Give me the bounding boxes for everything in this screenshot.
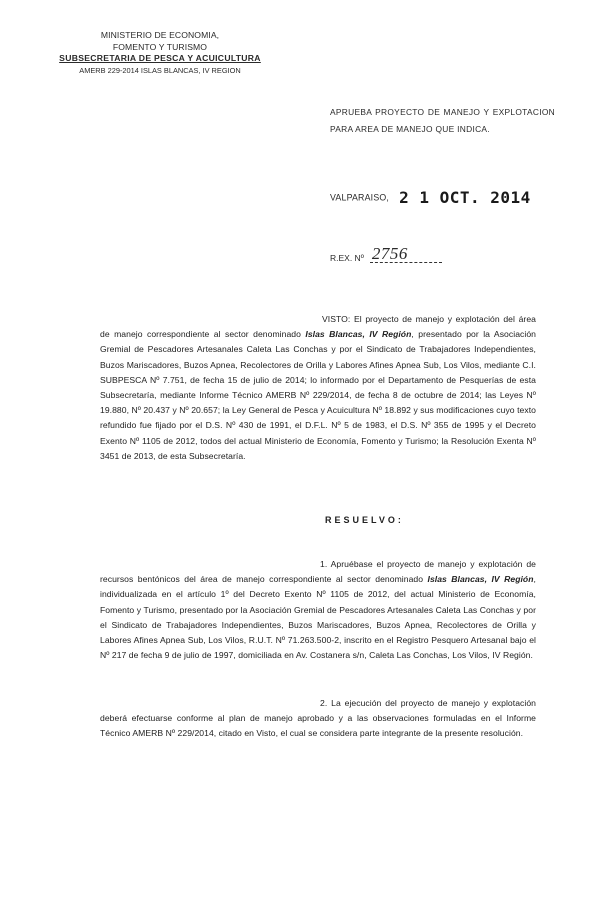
resolution-number (330, 245, 442, 263)
visto-sector-name: Islas Blancas, IV Región (305, 329, 412, 340)
place: VALPARAISO, (330, 192, 390, 203)
resolution-item-1 (100, 557, 536, 663)
subsecretaria-name: SUBSECRETARIA DE PESCA Y ACUICULTURA (59, 53, 261, 63)
resolution-number-label: R.EX. Nº (330, 253, 364, 263)
resolution-number-value: 2756 (370, 246, 442, 263)
visto-text-part1: VISTO: El proyecto de manejo y explotación del área de manejo correspondiente al sector denominado (100, 314, 536, 340)
file-reference: AMERB 229-2014 ISLAS BLANCAS, IV REGION (79, 65, 241, 75)
resolution-item-2: 2. La ejecución del proyecto de manejo y explotación deberá efectuarse conforme al plan de manejo aprobado y a las observaciones formuladas en el Informe Técnico AMERB Nº 229/2014, citado en Visto, el cual se considera parte integrante de la presente resolución. (100, 698, 536, 739)
item1-text-part2: , individualizada en el artículo 1º del Decreto Exento Nº 1105 de 2012, del actual Ministerio de Economía, Fomento y Turismo, presentado por la Asociación Gremial de Pescadores Artesanales Caleta Las Conchas y por el Sindicato de Trabajadores Independientes, Buzos Mariscadores, Buzos Apnea, Recolectores de Orilla y Labores Afines Apnea Sub, Los Vilos, R.U.T. Nº 71.263.500-2, inscrito en el Registro Pesquero Artesanal bajo el Nº 217 de fecha 9 de julio de 1997, domiciliada en Av. Costanera s/n, Caleta Las Conchas, Los Vilos, IV Región. (100, 574, 536, 661)
visto-paragraph (100, 312, 536, 464)
ministry-name-line2: FOMENTO Y TURISMO (112, 41, 208, 52)
ministry-name-line1: MINISTERIO DE ECONOMIA, (100, 30, 220, 40)
letterhead (55, 30, 265, 76)
item1-sector-name: Islas Blancas, IV Región (427, 574, 534, 585)
visto-text-part2: , presentado por la Asociación Gremial de Pescadores Artesanales Caleta Las Conchas y por el Sindicato de Trabajadores Independientes, Buzos Mariscadores, Buzos Apnea, Recolectores de Orilla y Labores Afines Apnea Sub, Los Vilos, mediante C.I. SUBPESCA Nº 7.751, de fecha 15 de julio de 2014; lo informado por el Departamento de Pesquerías de esta Subsecretaría, mediante Informe Técnico AMERB Nº 229/2014, de fecha 8 de octubre de 2014; las Leyes Nº 19.880, Nº 20.437 y Nº 20.657; la Ley General de Pesca y Acuicultura Nº 18.892 y sus modificaciones cuyo texto refundido fue fijado por el D.S. Nº 430 de 1991, el D.F.L. Nº 5 de 1983, el D.S. Nº 355 de 1995 y el Decreto Exento Nº 1105 de 2012, todos del actual Ministerio de Economía, Fomento y Turismo; la Resolución Exenta Nº 3451 de 2013, de esta Subsecretaría. (100, 329, 536, 461)
place-and-date (330, 188, 531, 207)
resolution-subject: APRUEBA PROYECTO DE MANEJO Y EXPLOTACION PARA AREA DE MANEJO QUE INDICA. (330, 107, 555, 134)
resuelvo-heading: RESUELVO: (325, 515, 404, 525)
item1-text-part1: 1. Apruébase el proyecto de manejo y explotación de recursos bentónicos del área de manejo correspondiente al sector denominado (100, 559, 536, 585)
date-stamp: 2 1 OCT. 2014 (399, 188, 531, 207)
